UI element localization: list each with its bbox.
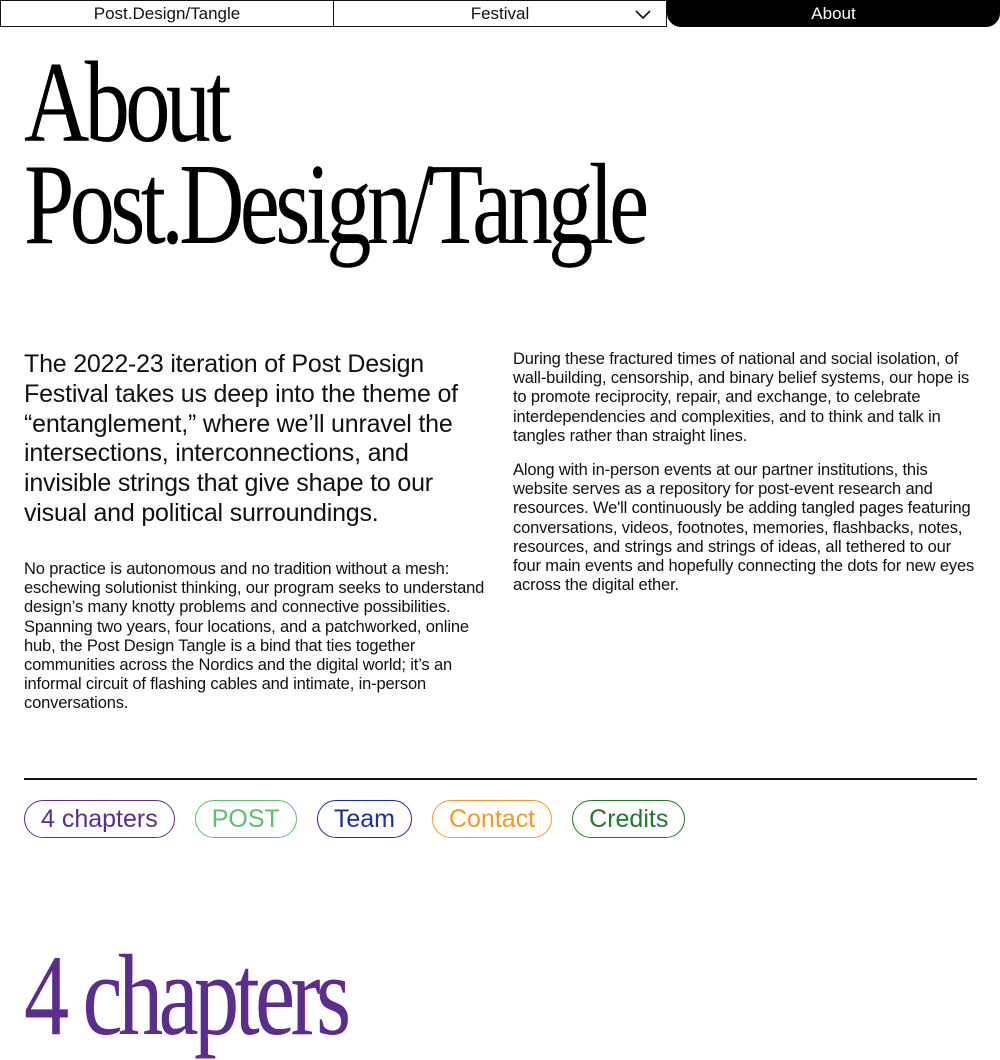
pill-post[interactable]: POST <box>195 800 297 838</box>
pill-team[interactable]: Team <box>317 800 412 838</box>
nav-home-link[interactable]: Post.Design/Tangle <box>0 0 334 27</box>
page-title-line-2: Post.Design/Tangle <box>24 141 645 269</box>
section-links <box>24 800 685 838</box>
chapters-heading: 4 chapters <box>24 932 347 1060</box>
intro-lead: The 2022-23 iteration of Post Design Festival takes us deep into the theme of “entanglement,” where we’ll unravel the intersections, interconnections, and invisible strings that give shape to our visual and political surroundings. <box>24 350 458 527</box>
section-divider <box>24 778 977 780</box>
top-navigation <box>0 0 1000 28</box>
chevron-down-icon[interactable] <box>634 7 652 21</box>
pill-contact[interactable]: Contact <box>432 800 552 838</box>
intro-paragraph-right-1: During these fractured times of national and social isolation, of wall-building, censorship, and binary belief systems, our hope is to promote reciprocity, repair, and exchange, to celebrate interdependencies and complexities, and to think and talk in tangles rather than straight lines. <box>513 350 970 445</box>
pill-credits[interactable]: Credits <box>572 800 685 838</box>
nav-festival-label: Festival <box>470 4 530 23</box>
nav-about-link[interactable]: About <box>667 0 1000 27</box>
pill-4-chapters[interactable]: 4 chapters <box>24 800 175 838</box>
intro-paragraph-right-2: Along with in-person events at our partner institutions, this website serves as a repository for post-event research and resources. We'll continuously be adding tangled pages featuring conversations, videos, footnotes, memories, flashbacks, notes, resources, and strings and strings of ideas, all tethered to our four main events and hopefully connecting the dots for new eyes across the digital ether. <box>513 461 975 595</box>
intro-paragraph-left: No practice is autonomous and no tradition without a mesh: eschewing solutionist thinking, our program seeks to understand design’s many knotty problems and connective possibilities. Spanning two years, four locations, and a patchworked, online hub, the Post Design Tangle is a bind that ties together communities across the Nordics and the digital world; it’s an informal circuit of flashing cables and intimate, in-person conversations. <box>24 560 485 713</box>
page-title <box>24 39 645 269</box>
page-title-line-1: About <box>24 39 227 167</box>
nav-festival-dropdown[interactable] <box>333 0 667 27</box>
intro-right-column <box>513 350 978 610</box>
